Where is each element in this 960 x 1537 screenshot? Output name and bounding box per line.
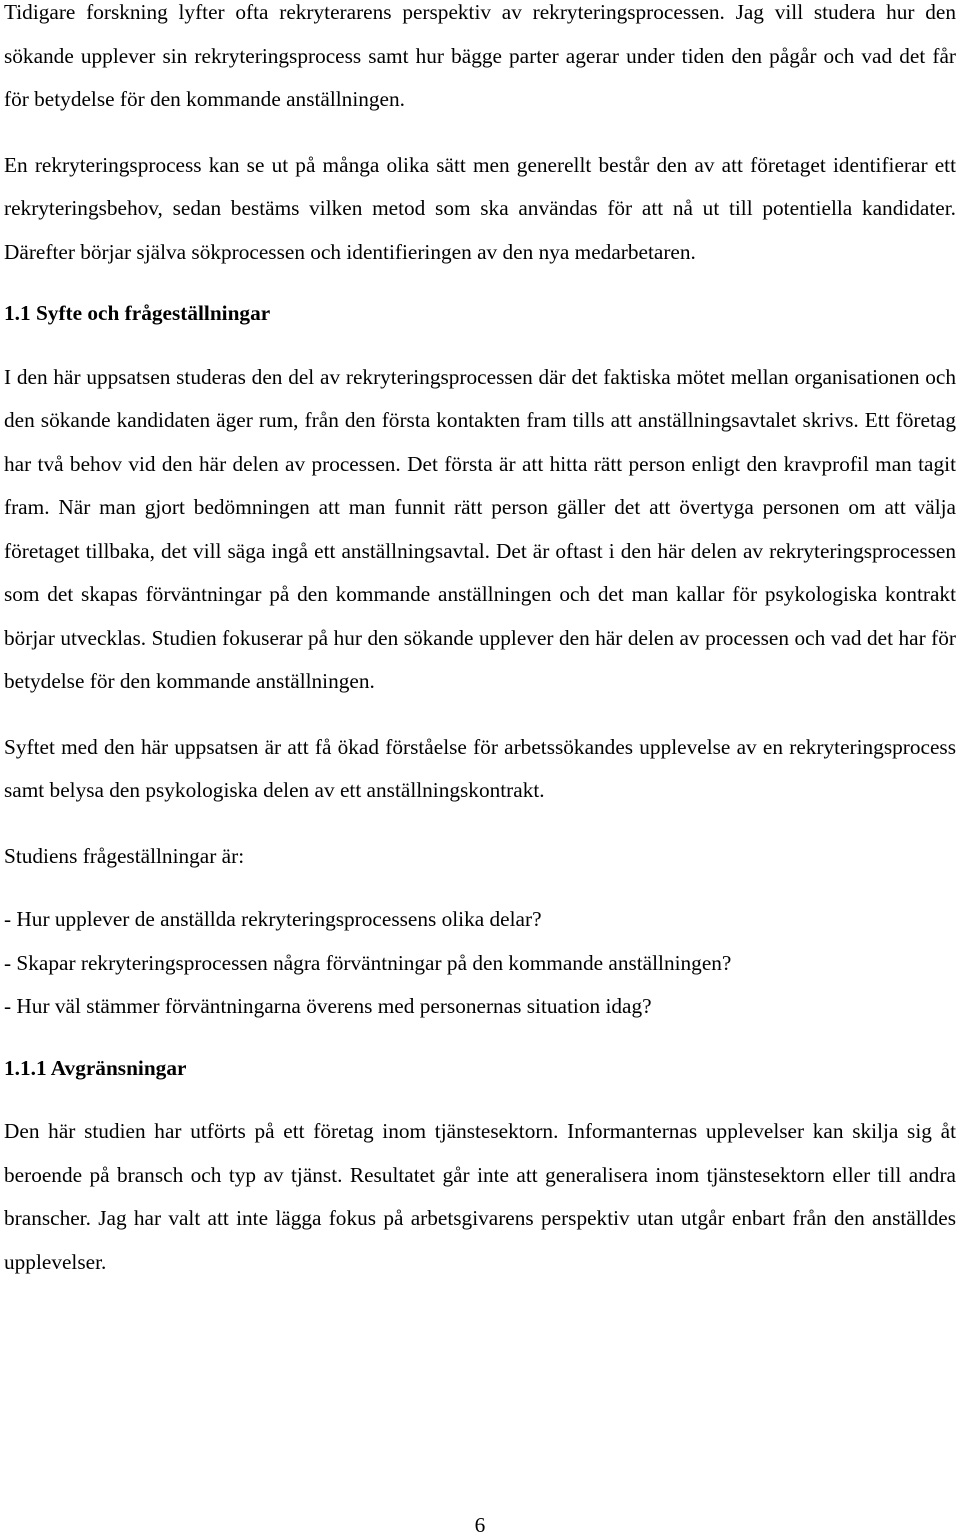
list-item: - Hur upplever de anställda rekryteringsprocessens olika delar? (4, 907, 542, 931)
section-paragraph-purpose-context: I den här uppsatsen studeras den del av rekryteringsprocessen där det faktiska mötet mellan organisationen och den sökande kandidaten äger rum, från den första kontakten fram tills att anställningsavtalet skrivs. Ett företag har två behov vid den här delen av processen. Det första är att hitta rätt person enligt den kravprofil man tagit fram. När man gjort bedömningen att man funnit rätt person gäller det att övertyga personen om att välja företaget tillbaka, det vill säga ingå ett anställningsavtal. Det är oftast i den här delen av rekryteringsprocessen som det skapas förväntningar på den kommande anställningen och det man kallar för psykologiska kontrakt börjar utvecklas. Studien fokuserar på hur den sökande upplever den här delen av processen och vad det har för betydelse för den kommande anställningen. (4, 364, 956, 693)
list-item: - Hur väl stämmer förväntningarna överens med personernas situation idag? (4, 994, 652, 1018)
section-paragraph-questions-intro: Studiens frågeställningar är: (4, 843, 245, 868)
section-paragraph-delimitations: Den här studien har utförts på ett företag inom tjänstesektorn. Informanternas upplevelser kan skilja sig åt beroende på bransch och typ av tjänst. Resultatet går inte att generalisera inom tjänstesektorn eller till andra branscher. Jag har valt att inte lägga fokus på arbetsgivarens perspektiv utan utgår enbart från den anställdes upplevelser. (4, 1119, 956, 1274)
intro-paragraph-2: En rekryteringsprocess kan se ut på många olika sätt men generellt består den av att företaget identifierar ett rekryteringsbehov, sedan bestäms vilken metod som ska användas för att nå ut till potentiella kandidater. Därefter börjar själva sökprocessen och identifieringen av den nya medarbetaren. (4, 152, 956, 264)
intro-paragraph-1: Tidigare forskning lyfter ofta rekryterarens perspektiv av rekryteringsprocessen. Jag vill studera hur den sökande upplever sin rekryteringsprocess samt hur bägge parter agerar under tiden den pågår och vad det får för betydelse för den kommande anställningen. (4, 0, 956, 111)
section-heading-avgransningar: 1.1.1 Avgränsningar (4, 1055, 187, 1080)
section-paragraph-aim: Syftet med den här uppsatsen är att få ökad förståelse för arbetssökandes upplevelse av en rekryteringsprocess samt belysa den psykologiska delen av ett anställningskontrakt. (4, 734, 956, 802)
list-item: - Skapar rekryteringsprocessen några förväntningar på den kommande anställningen? (4, 950, 732, 975)
research-questions-list (4, 898, 956, 1029)
page-number: 6 (474, 1513, 486, 1537)
document-page (4, 0, 956, 1284)
section-heading-syfte: 1.1 Syfte och frågeställningar (4, 301, 271, 325)
